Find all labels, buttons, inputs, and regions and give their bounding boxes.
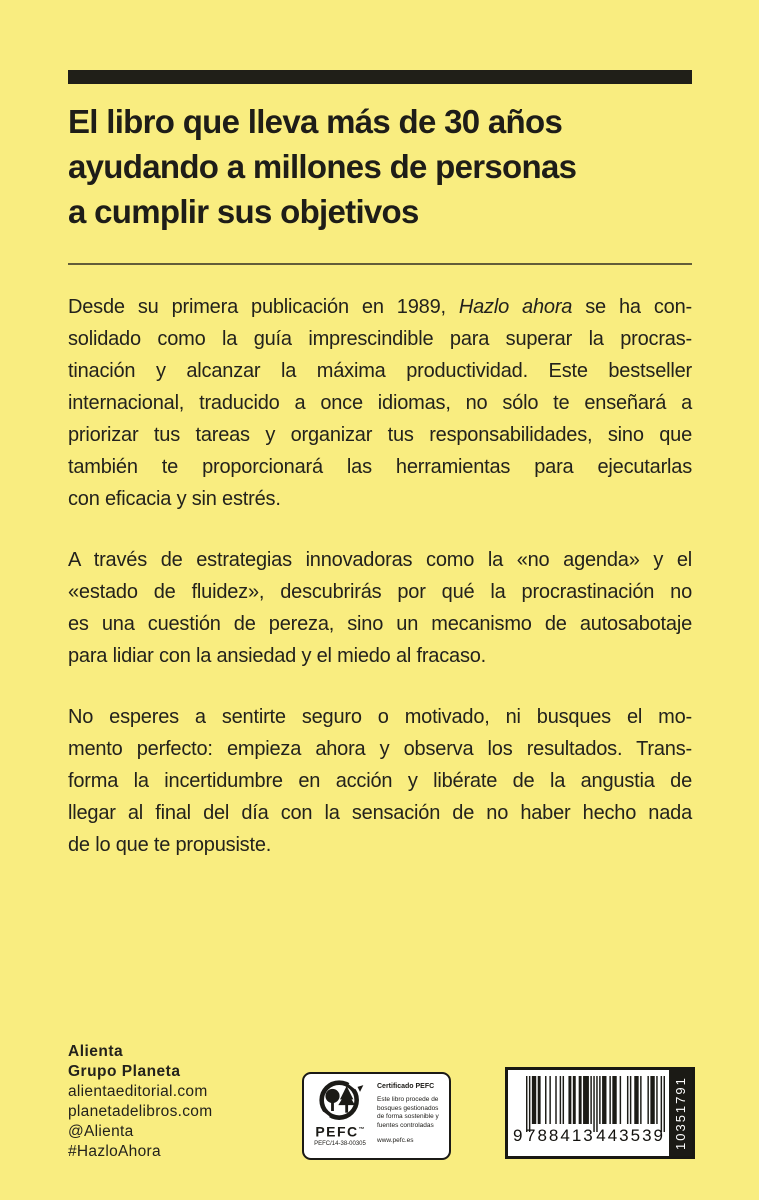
text-line: solidado como la guía imprescindible para superar la procras- <box>68 328 692 350</box>
headline-line: El libro que lleva más de 30 años <box>68 103 563 140</box>
top-rule-bar <box>68 70 692 84</box>
pefc-url: www.pefc.es <box>377 1137 414 1144</box>
text-line: A través de estrategias innovadoras como la «no agenda» y el <box>68 549 692 571</box>
pefc-license-code: PEFC/14-38-00305 <box>314 1140 366 1147</box>
isbn-digits <box>513 1126 665 1146</box>
text-line: No esperes a sentirte seguro o motivado, ni busques el mo- <box>68 706 692 728</box>
isbn-right-group: 443539 <box>596 1126 665 1145</box>
text-line: mento perfecto: empieza ahora y observa los resultados. Trans- <box>68 738 692 760</box>
text-line: tinación y alcanzar la máxima productividad. Este bestseller <box>68 360 692 382</box>
pefc-trees-circle-icon <box>315 1079 365 1123</box>
headline <box>68 99 708 234</box>
text-line: para lidiar con la ansiedad y el miedo al fracaso. <box>68 645 487 667</box>
text-line: con eficacia y sin estrés. <box>68 488 281 510</box>
publisher-website-2: planetadelibros.com <box>68 1103 213 1120</box>
headline-line: ayudando a millones de personas <box>68 148 577 185</box>
headline-line: a cumplir sus objetivos <box>68 193 419 230</box>
isbn-barcode <box>505 1067 695 1159</box>
pefc-logo-column <box>310 1079 370 1154</box>
paragraph-1 <box>68 291 692 515</box>
pefc-trademark-symbol: ™ <box>358 1127 365 1133</box>
serial-number-strip: 10351791 <box>669 1070 692 1156</box>
text-line: también te proporcionará las herramientas para ejecutarlas <box>68 456 692 478</box>
publisher-group: Grupo Planeta <box>68 1063 181 1080</box>
publisher-website: alientaeditorial.com <box>68 1083 208 1100</box>
isbn-left-group: 788413 <box>526 1126 595 1145</box>
publisher-block <box>68 1042 212 1162</box>
synopsis-text <box>68 291 692 890</box>
publisher-imprint: Alienta <box>68 1043 124 1060</box>
text-segment: se ha con- <box>572 296 692 318</box>
publisher-social-handle: @Alienta <box>68 1123 134 1140</box>
book-title-italic: Hazlo ahora <box>458 296 573 318</box>
paragraph-2 <box>68 544 692 672</box>
barcode-bars <box>526 1076 665 1132</box>
text-line: forma la incertidumbre en acción y libérate de la angustia de <box>68 770 692 792</box>
text-segment: Desde su primera publicación en 1989, <box>68 296 459 318</box>
headline-divider-rule <box>68 263 692 265</box>
pefc-text-column <box>370 1079 444 1154</box>
pefc-wordmark <box>315 1124 364 1139</box>
text-line <box>68 291 692 323</box>
pefc-description: Este libro procede de bosques gestionados de forma sostenible y fuentes controladas <box>377 1096 439 1129</box>
pefc-certification-label <box>302 1072 451 1160</box>
paragraph-3 <box>68 701 692 861</box>
isbn-first-digit: 9 <box>513 1126 525 1145</box>
barcode-bars-area <box>508 1070 669 1156</box>
text-line: de lo que te propusiste. <box>68 834 272 856</box>
text-line: internacional, traducido a once idiomas, no sólo te enseñará a <box>68 392 692 414</box>
text-line: es una cuestión de pereza, sino un mecanismo de autosabotaje <box>68 613 692 635</box>
pefc-wordmark-text: PEFC <box>315 1123 359 1140</box>
text-line: «estado de fluidez», descubrirás por qué la procrastinación no <box>68 581 692 603</box>
text-line: llegar al final del día con la sensación de no haber hecho nada <box>68 802 692 824</box>
publisher-hashtag: #HazloAhora <box>68 1143 161 1160</box>
text-line: priorizar tus tareas y organizar tus responsabilidades, sino que <box>68 424 692 446</box>
pefc-title: Certificado PEFC <box>377 1083 435 1090</box>
